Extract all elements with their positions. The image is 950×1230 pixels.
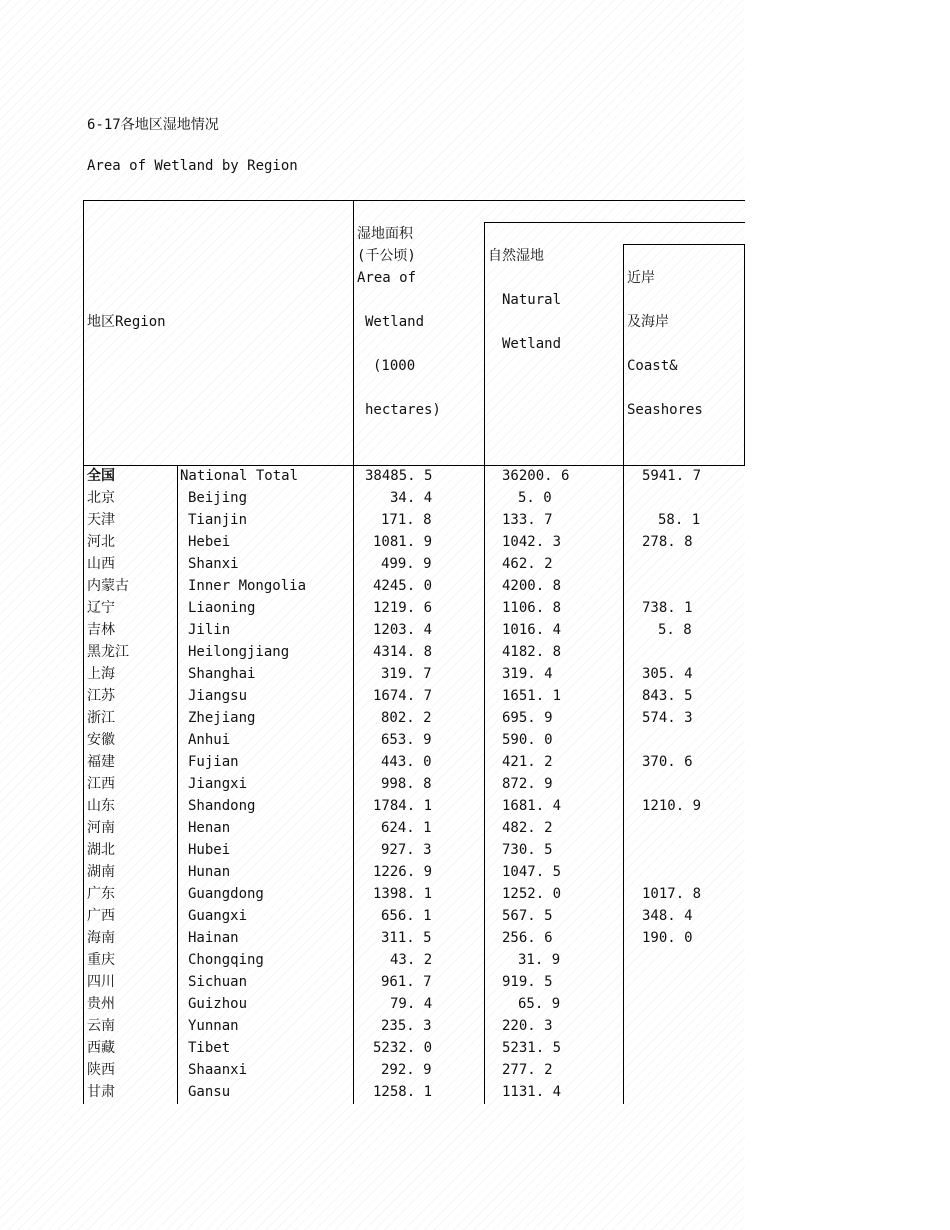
region-name-en: Hubei bbox=[188, 842, 231, 858]
wetland-area-value: 443. 0 bbox=[381, 754, 432, 770]
wetland-area-value: 1219. 6 bbox=[373, 600, 433, 616]
header-wetland-line: hectares) bbox=[365, 402, 441, 418]
wetland-area-value: 292. 9 bbox=[381, 1062, 432, 1078]
region-name-cn: 上海 bbox=[87, 666, 115, 682]
wetland-area-value: 998. 8 bbox=[381, 776, 432, 792]
natural-wetland-value: 730. 5 bbox=[502, 842, 553, 858]
header-top-border bbox=[83, 200, 745, 201]
region-name-cn: 云南 bbox=[87, 1018, 115, 1034]
region-name-en: Anhui bbox=[188, 732, 231, 748]
region-name-cn: 贵州 bbox=[87, 996, 115, 1012]
region-name-cn: 山东 bbox=[87, 798, 115, 814]
natural-wetland-value: 1042. 3 bbox=[502, 534, 562, 550]
total-column-border bbox=[353, 200, 354, 1104]
wetland-area-value: 1674. 7 bbox=[373, 688, 433, 704]
region-name-en: Shanxi bbox=[188, 556, 239, 572]
natural-wetland-value: 421. 2 bbox=[502, 754, 553, 770]
region-name-cn: 广东 bbox=[87, 886, 115, 902]
region-name-cn: 江苏 bbox=[87, 688, 115, 704]
wetland-area-value: 1203. 4 bbox=[373, 622, 433, 638]
region-name-cn: 江西 bbox=[87, 776, 115, 792]
region-name-en: Gansu bbox=[188, 1084, 231, 1100]
region-name-en: Hebei bbox=[188, 534, 231, 550]
region-name-cn: 福建 bbox=[87, 754, 115, 770]
header-wetland-line: Area of bbox=[357, 270, 417, 286]
natural-wetland-value: 462. 2 bbox=[502, 556, 553, 572]
header-coast-line: Coast& bbox=[627, 358, 678, 374]
header-wetland-line: 湿地面积 bbox=[357, 226, 413, 242]
header-region: 地区Region bbox=[87, 314, 166, 330]
region-name-cn: 四川 bbox=[87, 974, 115, 990]
natural-wetland-value: 590. 0 bbox=[502, 732, 553, 748]
wetland-area-value: 235. 3 bbox=[381, 1018, 432, 1034]
region-name-en: Jiangxi bbox=[188, 776, 248, 792]
wetland-area-value: 5232. 0 bbox=[373, 1040, 433, 1056]
table-left-border bbox=[83, 200, 84, 1104]
coast-seashores-value: 305. 4 bbox=[642, 666, 693, 682]
coast-seashores-value: 843. 5 bbox=[642, 688, 693, 704]
wetland-area-value: 961. 7 bbox=[381, 974, 432, 990]
region-name-en: Chongqing bbox=[188, 952, 264, 968]
table-title-en: Area of Wetland by Region bbox=[87, 158, 298, 174]
wetland-area-value: 1258. 1 bbox=[373, 1084, 433, 1100]
coast-column-border bbox=[623, 244, 624, 1104]
region-name-en: Shandong bbox=[188, 798, 256, 814]
wetland-area-value: 1081. 9 bbox=[373, 534, 433, 550]
coast-seashores-value: 58. 1 bbox=[658, 512, 701, 528]
region-name-en: Fujian bbox=[188, 754, 239, 770]
wetland-area-value: 311. 5 bbox=[381, 930, 432, 946]
region-name-en: Inner Mongolia bbox=[188, 578, 307, 594]
region-name-en: National Total bbox=[180, 468, 299, 484]
natural-wetland-value: 5231. 5 bbox=[502, 1040, 562, 1056]
wetland-area-value: 653. 9 bbox=[381, 732, 432, 748]
coast-seashores-value: 1210. 9 bbox=[642, 798, 702, 814]
natural-wetland-value: 4182. 8 bbox=[502, 644, 562, 660]
natural-column-border bbox=[484, 222, 485, 1104]
region-name-cn: 天津 bbox=[87, 512, 115, 528]
wetland-area-value: 1784. 1 bbox=[373, 798, 433, 814]
header-wetland-line: (千公顷) bbox=[357, 248, 416, 264]
natural-wetland-value: 133. 7 bbox=[502, 512, 553, 528]
region-name-en: Shanghai bbox=[188, 666, 256, 682]
coast-seashores-value: 190. 0 bbox=[642, 930, 693, 946]
natural-wetland-value: 277. 2 bbox=[502, 1062, 553, 1078]
coast-seashores-value: 278. 8 bbox=[642, 534, 693, 550]
natural-wetland-value: 31. 9 bbox=[518, 952, 561, 968]
coast-seashores-value: 370. 6 bbox=[642, 754, 693, 770]
natural-group-border bbox=[484, 222, 745, 223]
wetland-area-value: 1226. 9 bbox=[373, 864, 433, 880]
coast-seashores-value: 5941. 7 bbox=[642, 468, 702, 484]
region-name-en: Hainan bbox=[188, 930, 239, 946]
coast-group-border bbox=[624, 244, 745, 245]
coast-seashores-value: 348. 4 bbox=[642, 908, 693, 924]
header-natural-line: Wetland bbox=[502, 336, 562, 352]
header-wetland-line: Wetland bbox=[365, 314, 425, 330]
region-name-cn: 浙江 bbox=[87, 710, 115, 726]
region-name-cn: 重庆 bbox=[87, 952, 115, 968]
region-name-en: Sichuan bbox=[188, 974, 248, 990]
header-coast-line: Seashores bbox=[627, 402, 703, 418]
natural-wetland-value: 65. 9 bbox=[518, 996, 561, 1012]
natural-wetland-value: 319. 4 bbox=[502, 666, 553, 682]
header-wetland-line: (1000 bbox=[373, 358, 416, 374]
region-name-cn: 全国 bbox=[87, 468, 115, 484]
wetland-area-value: 4314. 8 bbox=[373, 644, 433, 660]
wetland-area-value: 79. 4 bbox=[390, 996, 433, 1012]
natural-wetland-value: 4200. 8 bbox=[502, 578, 562, 594]
natural-wetland-value: 36200. 6 bbox=[502, 468, 570, 484]
natural-wetland-value: 1651. 1 bbox=[502, 688, 562, 704]
natural-wetland-value: 1252. 0 bbox=[502, 886, 562, 902]
wetland-area-value: 171. 8 bbox=[381, 512, 432, 528]
region-name-en: Beijing bbox=[188, 490, 248, 506]
region-name-en: Liaoning bbox=[188, 600, 256, 616]
wetland-area-value: 927. 3 bbox=[381, 842, 432, 858]
region-divider bbox=[177, 466, 178, 1104]
wetland-area-value: 499. 9 bbox=[381, 556, 432, 572]
header-coast-line: 近岸 bbox=[627, 270, 655, 286]
header-natural-line: 自然湿地 bbox=[488, 248, 544, 264]
wetland-area-value: 802. 2 bbox=[381, 710, 432, 726]
region-name-cn: 湖北 bbox=[87, 842, 115, 858]
coast-seashores-value: 574. 3 bbox=[642, 710, 693, 726]
region-name-cn: 安徽 bbox=[87, 732, 115, 748]
region-name-cn: 西藏 bbox=[87, 1040, 115, 1056]
region-name-cn: 内蒙古 bbox=[87, 578, 129, 594]
region-name-en: Heilongjiang bbox=[188, 644, 290, 660]
region-name-cn: 吉林 bbox=[87, 622, 115, 638]
region-name-cn: 辽宁 bbox=[87, 600, 115, 616]
natural-wetland-value: 1047. 5 bbox=[502, 864, 562, 880]
region-name-cn: 甘肃 bbox=[87, 1084, 115, 1100]
natural-wetland-value: 5. 0 bbox=[518, 490, 552, 506]
coast-right-border bbox=[744, 244, 745, 465]
region-name-cn: 湖南 bbox=[87, 864, 115, 880]
header-coast-line: 及海岸 bbox=[627, 314, 669, 330]
wetland-area-value: 319. 7 bbox=[381, 666, 432, 682]
wetland-area-value: 624. 1 bbox=[381, 820, 432, 836]
region-name-en: Yunnan bbox=[188, 1018, 239, 1034]
wetland-area-value: 38485. 5 bbox=[365, 468, 433, 484]
natural-wetland-value: 1681. 4 bbox=[502, 798, 562, 814]
region-name-en: Shaanxi bbox=[188, 1062, 248, 1078]
coast-seashores-value: 5. 8 bbox=[658, 622, 692, 638]
region-name-en: Zhejiang bbox=[188, 710, 256, 726]
region-name-cn: 黑龙江 bbox=[87, 644, 129, 660]
region-name-en: Jilin bbox=[188, 622, 231, 638]
region-name-cn: 陕西 bbox=[87, 1062, 115, 1078]
region-name-cn: 山西 bbox=[87, 556, 115, 572]
region-name-en: Guangdong bbox=[188, 886, 264, 902]
region-name-en: Guangxi bbox=[188, 908, 248, 924]
wetland-area-value: 4245. 0 bbox=[373, 578, 433, 594]
natural-wetland-value: 695. 9 bbox=[502, 710, 553, 726]
region-name-en: Jiangsu bbox=[188, 688, 248, 704]
natural-wetland-value: 872. 9 bbox=[502, 776, 553, 792]
natural-wetland-value: 567. 5 bbox=[502, 908, 553, 924]
region-name-en: Hunan bbox=[188, 864, 231, 880]
coast-seashores-value: 738. 1 bbox=[642, 600, 693, 616]
region-name-en: Henan bbox=[188, 820, 231, 836]
natural-wetland-value: 919. 5 bbox=[502, 974, 553, 990]
wetland-area-value: 43. 2 bbox=[390, 952, 433, 968]
region-name-cn: 北京 bbox=[87, 490, 115, 506]
coast-seashores-value: 1017. 8 bbox=[642, 886, 702, 902]
table-title-cn: 6-17各地区湿地情况 bbox=[87, 117, 219, 133]
natural-wetland-value: 1106. 8 bbox=[502, 600, 562, 616]
natural-wetland-value: 1131. 4 bbox=[502, 1084, 562, 1100]
region-name-en: Tianjin bbox=[188, 512, 248, 528]
region-name-en: Guizhou bbox=[188, 996, 248, 1012]
region-name-cn: 河南 bbox=[87, 820, 115, 836]
natural-wetland-value: 220. 3 bbox=[502, 1018, 553, 1034]
region-name-en: Tibet bbox=[188, 1040, 231, 1056]
wetland-area-value: 34. 4 bbox=[390, 490, 433, 506]
natural-wetland-value: 482. 2 bbox=[502, 820, 553, 836]
wetland-area-value: 656. 1 bbox=[381, 908, 432, 924]
region-name-cn: 河北 bbox=[87, 534, 115, 550]
natural-wetland-value: 256. 6 bbox=[502, 930, 553, 946]
natural-wetland-value: 1016. 4 bbox=[502, 622, 562, 638]
region-name-cn: 广西 bbox=[87, 908, 115, 924]
wetland-area-value: 1398. 1 bbox=[373, 886, 433, 902]
header-natural-line: Natural bbox=[502, 292, 562, 308]
region-name-cn: 海南 bbox=[87, 930, 115, 946]
